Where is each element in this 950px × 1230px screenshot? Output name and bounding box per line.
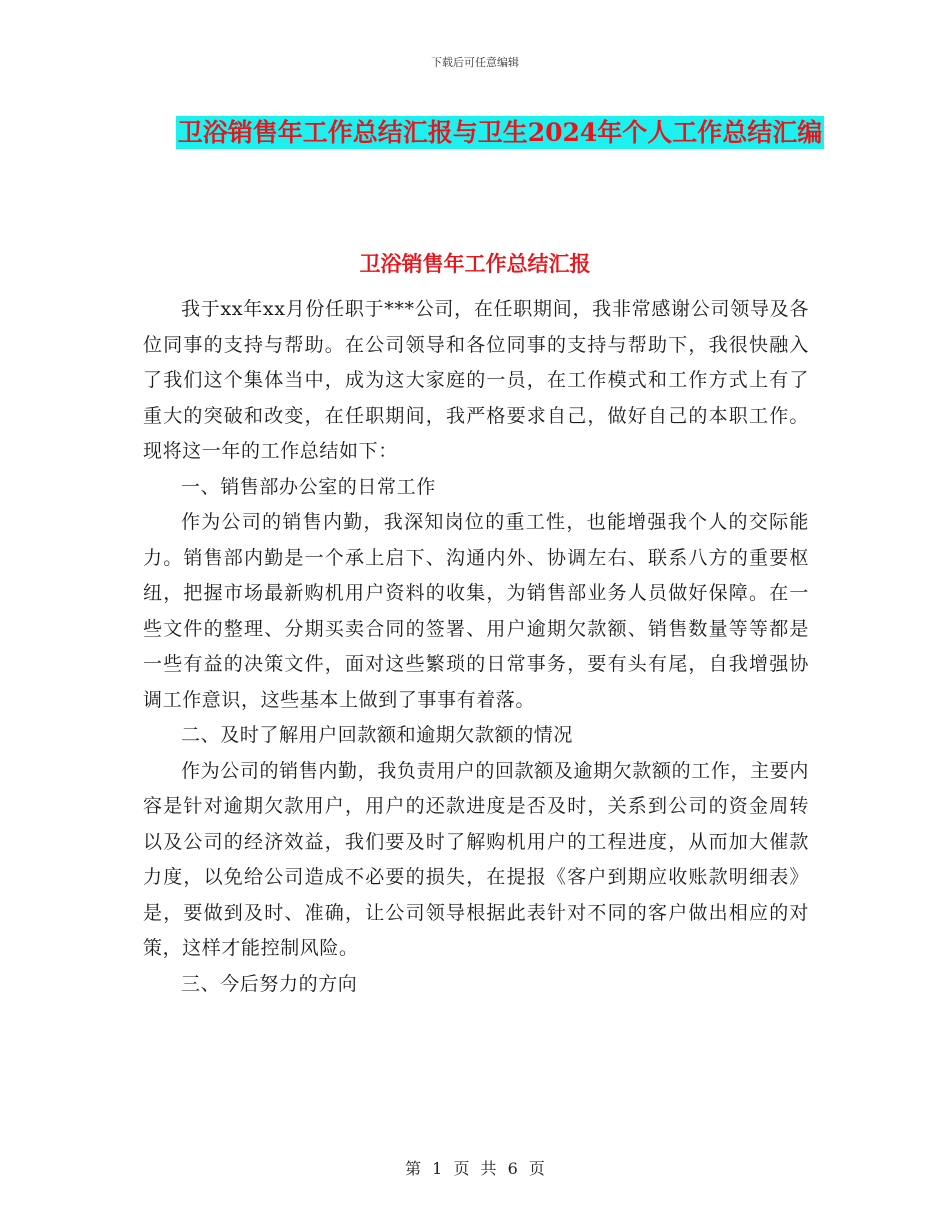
section-title: 卫浴销售年工作总结汇报 [359,251,591,276]
paragraph-daily-work: 作为公司的销售内勤，我深知岗位的重工性，也能增强我个人的交际能力。销售部内勤是一个承上启下、沟通内外、协调左右、联系八方的重要枢纽，把握市场最新购机用户资料的收集，为销售部业务人员做好保障。在一些文件的整理、分期买卖合同的签署、用户逾期欠款额、销售数量等等都是一些有益的决策文件，面对这些繁琐的日常事务，要有头有尾，自我增强协调工作意识，这些基本上做到了事事有着落。 [143,511,809,711]
heading-future-direction: 三、今后努力的方向 [181,972,358,995]
paragraph-intro: 我于xx年xx月份任职于***公司，在任职期间，我非常感谢公司领导及各位同事的支持与帮助。在公司领导和各位同事的支持与帮助下，我很快融入了我们这个集体当中，成为这大家庭的一员，在工作模式和工作方式上有了重大的突破和改变，在任职期间，我严格要求自己，做好自己的本职工作。现将这一年的工作总结如下： [143,298,809,462]
document-body [143,292,809,1002]
header-note: 下载后可任意编辑 [431,56,519,69]
paragraph-payment-tracking: 作为公司的销售内勤，我负责用户的回款额及逾期欠款额的工作，主要内容是针对逾期欠款用户，用户的还款进度是否及时，关系到公司的资金周转以及公司的经济效益，我们要及时了解购机用户的工程进度，从而加大催款力度，以免给公司造成不必要的损失，在提报《客户到期应收账款明细表》是，要做到及时、准确，让公司领导根据此表针对不同的客户做出相应的对策，这样才能控制风险。 [143,759,809,959]
heading-payment-tracking: 二、及时了解用户回款额和逾期欠款额的情况 [181,724,574,746]
document-title [140,110,860,156]
document-title-text: 卫浴销售年工作总结汇报与卫生2024年个人工作总结汇编 [177,118,823,147]
page-footer: 第 1 页 共 6 页 [405,1159,545,1178]
heading-daily-work: 一、销售部办公室的日常工作 [181,475,436,498]
